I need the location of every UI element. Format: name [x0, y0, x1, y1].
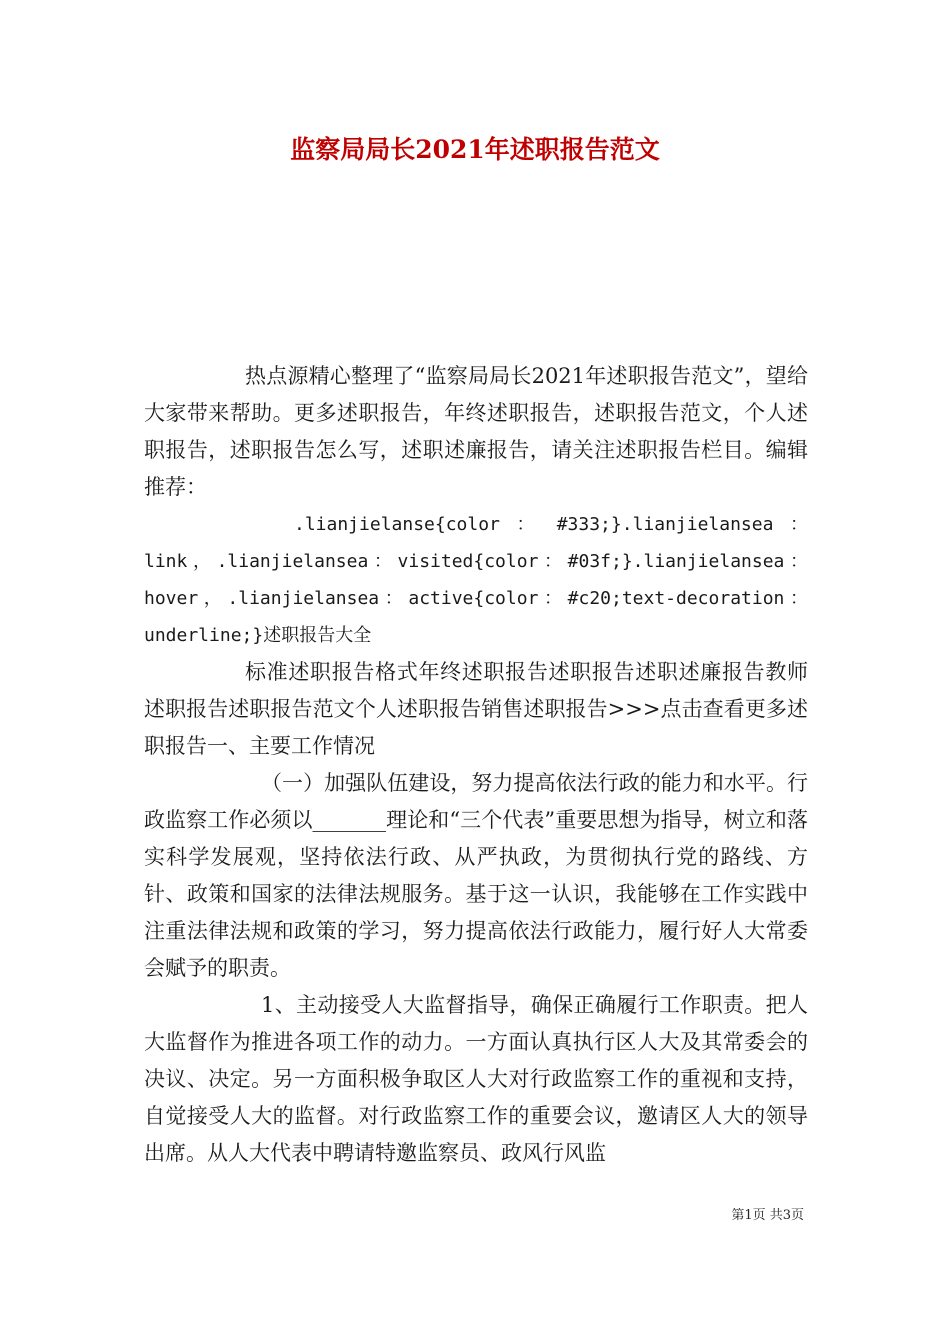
paragraph-section-1: （一）加强队伍建设，努力提高依法行政的能力和水平。行政监察工作必须以_______理论和“三个代表”重要思想为指导，树立和落实科学发展观，坚持依法行政、从严执政，为贯彻执行党的路线、方针、政策和国家的法律法规服务。基于这一认识，我能够在工作实践中注重法律法规和政策的学习，努力提高依法行政能力，履行好人大常委会赋予的职责。 [144, 771, 808, 980]
page-number: 第1页 共3页 [731, 1208, 804, 1223]
document-title: 监察局局长2021年述职报告范文 [290, 135, 660, 164]
paragraph-intro: 热点源精心整理了“监察局局长2021年述职报告范文”，望给大家带来帮助。更多述职报告，年终述职报告，述职报告范文，个人述职报告，述职报告怎么写，述职述廉报告，请关注述职报告栏目。编辑推荐： [144, 364, 808, 499]
document-body [144, 358, 808, 1172]
paragraph-links: 标准述职报告格式年终述职报告述职报告述职述廉报告教师述职报告述职报告范文个人述职报告销售述职报告>>>点击查看更多述职报告一、主要工作情况 [144, 660, 808, 758]
paragraph-section-1-1: 1、主动接受人大监督指导，确保正确履行工作职责。把人大监督作为推进各项工作的动力。一方面认真执行区人大及其常委会的决议、决定。另一方面积极争取区人大对行政监察工作的重视和支持，自觉接受人大的监督。对行政监察工作的重要会议，邀请区人大的领导出席。从人大代表中聘请特邀监察员、政风行风监 [144, 993, 808, 1165]
paragraph-css-snippet: .lianjielanse{color ： #333;}.lianjielansea ：link，.lianjielansea：visited{color：#03f;}.lianjielansea：hover，.lianjielansea：active{color：#c20;text-decoration：underline;}述职报告大全 [144, 514, 808, 646]
